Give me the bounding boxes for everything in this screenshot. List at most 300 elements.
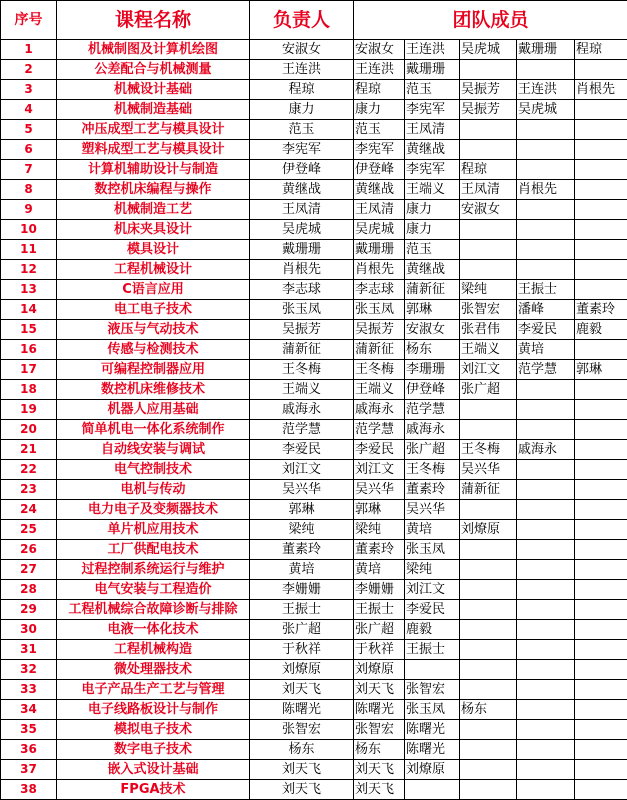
member-name: 王冬梅 <box>354 360 405 380</box>
course-name: 嵌入式设计基础 <box>57 760 250 780</box>
table-row <box>1 460 627 480</box>
member-name <box>575 580 627 600</box>
row-number: 28 <box>1 580 57 600</box>
table-row <box>1 160 627 180</box>
member-name: 吴振芳 <box>354 320 405 340</box>
table-row <box>1 320 627 340</box>
member-name: 程琼 <box>354 80 405 100</box>
course-name: 电子线路板设计与制作 <box>57 700 250 720</box>
member-name: 梁纯 <box>354 520 405 540</box>
member-name <box>405 660 460 680</box>
member-name <box>575 120 627 140</box>
row-number: 33 <box>1 680 57 700</box>
leader-name: 董素玲 <box>250 540 354 560</box>
course-name: 机械制图及计算机绘图 <box>57 40 250 60</box>
table-row <box>1 640 627 660</box>
leader-name: 李姗姗 <box>250 580 354 600</box>
member-name: 吴振芳 <box>460 80 517 100</box>
member-name: 戴珊珊 <box>517 40 575 60</box>
leader-name: 吴兴华 <box>250 480 354 500</box>
member-name: 张智宏 <box>460 300 517 320</box>
row-number: 24 <box>1 500 57 520</box>
table-row <box>1 560 627 580</box>
course-name: FPGA技术 <box>57 780 250 800</box>
member-name: 范学慧 <box>517 360 575 380</box>
leader-name: 郭琳 <box>250 500 354 520</box>
leader-name: 刘天飞 <box>250 680 354 700</box>
member-name <box>517 660 575 680</box>
course-name: 微处理器技术 <box>57 660 250 680</box>
row-number: 2 <box>1 60 57 80</box>
member-name <box>575 260 627 280</box>
row-number: 18 <box>1 380 57 400</box>
member-name: 戚海永 <box>517 440 575 460</box>
member-name: 范学慧 <box>405 400 460 420</box>
member-name <box>575 440 627 460</box>
member-name: 安淑女 <box>405 320 460 340</box>
row-number: 20 <box>1 420 57 440</box>
member-name <box>517 160 575 180</box>
member-name <box>517 200 575 220</box>
row-number: 29 <box>1 600 57 620</box>
member-name: 董素玲 <box>354 540 405 560</box>
member-name <box>460 560 517 580</box>
row-number: 34 <box>1 700 57 720</box>
course-name: 工程机械设计 <box>57 260 250 280</box>
member-name: 李宪军 <box>405 160 460 180</box>
course-name: 数控机床维修技术 <box>57 380 250 400</box>
row-number: 31 <box>1 640 57 660</box>
member-name <box>460 60 517 80</box>
header-course: 课程名称 <box>57 1 250 40</box>
row-number: 5 <box>1 120 57 140</box>
member-name <box>460 680 517 700</box>
member-name: 张玉凤 <box>405 700 460 720</box>
member-name: 刘江文 <box>460 360 517 380</box>
member-name <box>517 60 575 80</box>
member-name <box>517 500 575 520</box>
member-name: 蒲新征 <box>354 340 405 360</box>
table-header <box>1 1 627 40</box>
member-name: 伊登峰 <box>354 160 405 180</box>
course-name: 电液一体化技术 <box>57 620 250 640</box>
table-row <box>1 680 627 700</box>
member-name: 黄继战 <box>354 180 405 200</box>
member-name <box>517 520 575 540</box>
table-row <box>1 500 627 520</box>
member-name <box>575 280 627 300</box>
member-name <box>517 780 575 800</box>
table-row <box>1 100 627 120</box>
member-name <box>517 540 575 560</box>
leader-name: 张智宏 <box>250 720 354 740</box>
table-row <box>1 180 627 200</box>
course-name: 电力电子及变频器技术 <box>57 500 250 520</box>
member-name <box>460 120 517 140</box>
leader-name: 刘天飞 <box>250 760 354 780</box>
course-name: 数控机床编程与操作 <box>57 180 250 200</box>
member-name: 王连洪 <box>354 60 405 80</box>
member-name <box>575 780 627 800</box>
course-name: 机械设计基础 <box>57 80 250 100</box>
member-name <box>575 380 627 400</box>
leader-name: 刘天飞 <box>250 780 354 800</box>
member-name <box>575 680 627 700</box>
table-row <box>1 260 627 280</box>
leader-name: 伊登峰 <box>250 160 354 180</box>
row-number: 25 <box>1 520 57 540</box>
course-name: 电机与传动 <box>57 480 250 500</box>
member-name <box>575 760 627 780</box>
member-name <box>575 500 627 520</box>
member-name <box>575 460 627 480</box>
course-name: 单片机应用技术 <box>57 520 250 540</box>
row-number: 15 <box>1 320 57 340</box>
member-name <box>460 420 517 440</box>
leader-name: 戴珊珊 <box>250 240 354 260</box>
member-name <box>575 660 627 680</box>
table-row <box>1 600 627 620</box>
member-name: 吴振芳 <box>460 100 517 120</box>
member-name <box>460 580 517 600</box>
member-name: 李姗姗 <box>354 580 405 600</box>
course-name: 模拟电子技术 <box>57 720 250 740</box>
member-name: 杨东 <box>354 740 405 760</box>
member-name: 戴珊珊 <box>354 240 405 260</box>
member-name <box>575 420 627 440</box>
member-name: 张智宏 <box>354 720 405 740</box>
member-name: 王振士 <box>405 640 460 660</box>
member-name: 梁纯 <box>460 280 517 300</box>
member-name <box>460 140 517 160</box>
table-row <box>1 140 627 160</box>
member-name: 李爱民 <box>517 320 575 340</box>
course-name: 电子产品生产工艺与管理 <box>57 680 250 700</box>
member-name: 张广超 <box>405 440 460 460</box>
row-number: 22 <box>1 460 57 480</box>
table-row <box>1 120 627 140</box>
member-name: 王凤清 <box>460 180 517 200</box>
member-name <box>460 780 517 800</box>
member-name: 吴兴华 <box>354 480 405 500</box>
member-name <box>460 760 517 780</box>
member-name: 范玉 <box>405 80 460 100</box>
leader-name: 肖根先 <box>250 260 354 280</box>
member-name: 王端义 <box>354 380 405 400</box>
leader-name: 杨东 <box>250 740 354 760</box>
course-name: 数字电子技术 <box>57 740 250 760</box>
member-name: 刘天飞 <box>354 760 405 780</box>
table-row <box>1 40 627 60</box>
member-name: 梁纯 <box>405 560 460 580</box>
member-name: 李宪军 <box>405 100 460 120</box>
member-name: 戚海永 <box>354 400 405 420</box>
member-name <box>517 720 575 740</box>
row-number: 26 <box>1 540 57 560</box>
course-name: 液压与气动技术 <box>57 320 250 340</box>
member-name: 范学慧 <box>354 420 405 440</box>
member-name <box>517 620 575 640</box>
member-name: 王凤清 <box>354 200 405 220</box>
row-number: 38 <box>1 780 57 800</box>
member-name <box>460 240 517 260</box>
leader-name: 范玉 <box>250 120 354 140</box>
member-name: 黄培 <box>517 340 575 360</box>
leader-name: 安淑女 <box>250 40 354 60</box>
member-name <box>517 560 575 580</box>
row-number: 14 <box>1 300 57 320</box>
table-row <box>1 300 627 320</box>
table-row <box>1 780 627 800</box>
member-name: 陈曙光 <box>405 740 460 760</box>
course-name: 电气安装与工程造价 <box>57 580 250 600</box>
member-name <box>575 540 627 560</box>
member-name: 刘天飞 <box>354 680 405 700</box>
leader-name: 陈曙光 <box>250 700 354 720</box>
table-row <box>1 220 627 240</box>
row-number: 27 <box>1 560 57 580</box>
member-name: 张玉凤 <box>354 300 405 320</box>
member-name: 肖根先 <box>517 180 575 200</box>
row-number: 13 <box>1 280 57 300</box>
member-name: 吴兴华 <box>460 460 517 480</box>
member-name <box>460 640 517 660</box>
member-name <box>460 600 517 620</box>
member-name <box>517 120 575 140</box>
member-name <box>575 700 627 720</box>
member-name: 刘天飞 <box>354 780 405 800</box>
member-name <box>575 620 627 640</box>
member-name: 张广超 <box>354 620 405 640</box>
leader-name: 王端义 <box>250 380 354 400</box>
member-name <box>517 480 575 500</box>
member-name <box>460 740 517 760</box>
header-row <box>1 1 627 40</box>
member-name: 戚海永 <box>405 420 460 440</box>
member-name: 于秋祥 <box>354 640 405 660</box>
member-name: 杨东 <box>405 340 460 360</box>
member-name <box>575 240 627 260</box>
leader-name: 于秋祥 <box>250 640 354 660</box>
member-name <box>460 500 517 520</box>
member-name: 王端义 <box>405 180 460 200</box>
member-name <box>460 720 517 740</box>
member-name: 吴虎城 <box>354 220 405 240</box>
member-name: 吴虎城 <box>460 40 517 60</box>
member-name: 鹿毅 <box>575 320 627 340</box>
member-name: 李爱民 <box>405 600 460 620</box>
course-name: 机械制造基础 <box>57 100 250 120</box>
member-name <box>575 740 627 760</box>
member-name: 郭琳 <box>405 300 460 320</box>
member-name: 刘燎原 <box>354 660 405 680</box>
member-name <box>575 200 627 220</box>
course-name: 简单机电一体化系统制作 <box>57 420 250 440</box>
table-row <box>1 520 627 540</box>
member-name: 鹿毅 <box>405 620 460 640</box>
member-name: 王连洪 <box>405 40 460 60</box>
leader-name: 刘燎原 <box>250 660 354 680</box>
table-row <box>1 340 627 360</box>
row-number: 8 <box>1 180 57 200</box>
member-name <box>575 720 627 740</box>
leader-name: 范学慧 <box>250 420 354 440</box>
leader-name: 程琼 <box>250 80 354 100</box>
member-name: 肖根先 <box>354 260 405 280</box>
member-name: 蒲新征 <box>460 480 517 500</box>
row-number: 6 <box>1 140 57 160</box>
member-name <box>575 100 627 120</box>
member-name <box>460 540 517 560</box>
member-name <box>460 660 517 680</box>
table-row <box>1 60 627 80</box>
table-row <box>1 440 627 460</box>
member-name <box>575 560 627 580</box>
course-name: 过程控制系统运行与维护 <box>57 560 250 580</box>
row-number: 19 <box>1 400 57 420</box>
member-name: 吴虎城 <box>517 100 575 120</box>
course-name: 工程机械构造 <box>57 640 250 660</box>
table-row <box>1 660 627 680</box>
member-name: 肖根先 <box>575 80 627 100</box>
leader-name: 黄继战 <box>250 180 354 200</box>
member-name <box>575 400 627 420</box>
member-name: 范玉 <box>405 240 460 260</box>
course-name: 机器人应用基础 <box>57 400 250 420</box>
table-row <box>1 760 627 780</box>
member-name: 董素玲 <box>405 480 460 500</box>
member-name <box>517 380 575 400</box>
leader-name: 梁纯 <box>250 520 354 540</box>
member-name: 黄培 <box>354 560 405 580</box>
member-name <box>405 780 460 800</box>
member-name <box>517 680 575 700</box>
member-name: 杨东 <box>460 700 517 720</box>
member-name: 董素玲 <box>575 300 627 320</box>
leader-name: 李志球 <box>250 280 354 300</box>
member-name <box>517 640 575 660</box>
member-name: 王冬梅 <box>405 460 460 480</box>
row-number: 4 <box>1 100 57 120</box>
member-name <box>575 220 627 240</box>
course-name: 机床夹具设计 <box>57 220 250 240</box>
member-name: 潘峰 <box>517 300 575 320</box>
member-name <box>517 760 575 780</box>
member-name: 陈曙光 <box>354 700 405 720</box>
member-name: 刘江文 <box>405 580 460 600</box>
leader-name: 吴虎城 <box>250 220 354 240</box>
member-name <box>517 400 575 420</box>
table-row <box>1 240 627 260</box>
row-number: 32 <box>1 660 57 680</box>
table-row <box>1 740 627 760</box>
table-row <box>1 380 627 400</box>
course-name: 模具设计 <box>57 240 250 260</box>
member-name <box>517 700 575 720</box>
row-number: 36 <box>1 740 57 760</box>
course-name: 自动线安装与调试 <box>57 440 250 460</box>
row-number: 30 <box>1 620 57 640</box>
row-number: 35 <box>1 720 57 740</box>
row-number: 10 <box>1 220 57 240</box>
leader-name: 王连洪 <box>250 60 354 80</box>
leader-name: 张玉凤 <box>250 300 354 320</box>
header-members: 团队成员 <box>354 1 627 40</box>
member-name <box>517 220 575 240</box>
member-name: 李珊珊 <box>405 360 460 380</box>
table-row <box>1 420 627 440</box>
member-name: 蒲新征 <box>405 280 460 300</box>
course-name: 传感与检测技术 <box>57 340 250 360</box>
member-name: 李志球 <box>354 280 405 300</box>
member-name <box>575 160 627 180</box>
row-number: 21 <box>1 440 57 460</box>
member-name: 康力 <box>354 100 405 120</box>
member-name: 康力 <box>405 200 460 220</box>
member-name: 安淑女 <box>460 200 517 220</box>
member-name <box>575 140 627 160</box>
course-name: 可编程控制器应用 <box>57 360 250 380</box>
leader-name: 李爱民 <box>250 440 354 460</box>
course-name: 工程机械综合故障诊断与排除 <box>57 600 250 620</box>
member-name <box>517 140 575 160</box>
member-name <box>460 220 517 240</box>
table-row <box>1 280 627 300</box>
member-name: 黄培 <box>405 520 460 540</box>
row-number: 23 <box>1 480 57 500</box>
table-row <box>1 540 627 560</box>
table-row <box>1 400 627 420</box>
member-name: 张玉凤 <box>405 540 460 560</box>
member-name <box>575 640 627 660</box>
member-name: 黄继战 <box>405 260 460 280</box>
member-name <box>575 60 627 80</box>
course-name: 塑料成型工艺与模具设计 <box>57 140 250 160</box>
member-name: 王冬梅 <box>460 440 517 460</box>
member-name <box>460 400 517 420</box>
table-row <box>1 480 627 500</box>
leader-name: 刘江文 <box>250 460 354 480</box>
row-number: 37 <box>1 760 57 780</box>
course-name: C语言应用 <box>57 280 250 300</box>
member-name: 刘燎原 <box>405 760 460 780</box>
table-row <box>1 620 627 640</box>
leader-name: 康力 <box>250 100 354 120</box>
header-seq: 序号 <box>1 1 57 40</box>
member-name: 康力 <box>405 220 460 240</box>
member-name: 安淑女 <box>354 40 405 60</box>
course-name: 冲压成型工艺与模具设计 <box>57 120 250 140</box>
course-name: 电气控制技术 <box>57 460 250 480</box>
member-name <box>575 520 627 540</box>
course-name: 计算机辅助设计与制造 <box>57 160 250 180</box>
leader-name: 黄培 <box>250 560 354 580</box>
leader-name: 蒲新征 <box>250 340 354 360</box>
course-name: 电工电子技术 <box>57 300 250 320</box>
row-number: 7 <box>1 160 57 180</box>
member-name: 陈曙光 <box>405 720 460 740</box>
table-row <box>1 720 627 740</box>
member-name: 张智宏 <box>405 680 460 700</box>
member-name: 郭琳 <box>575 360 627 380</box>
table-row <box>1 200 627 220</box>
member-name: 程琼 <box>460 160 517 180</box>
member-name: 李爱民 <box>354 440 405 460</box>
member-name: 王端义 <box>460 340 517 360</box>
member-name <box>575 480 627 500</box>
member-name: 张广超 <box>460 380 517 400</box>
table-body <box>1 40 627 800</box>
